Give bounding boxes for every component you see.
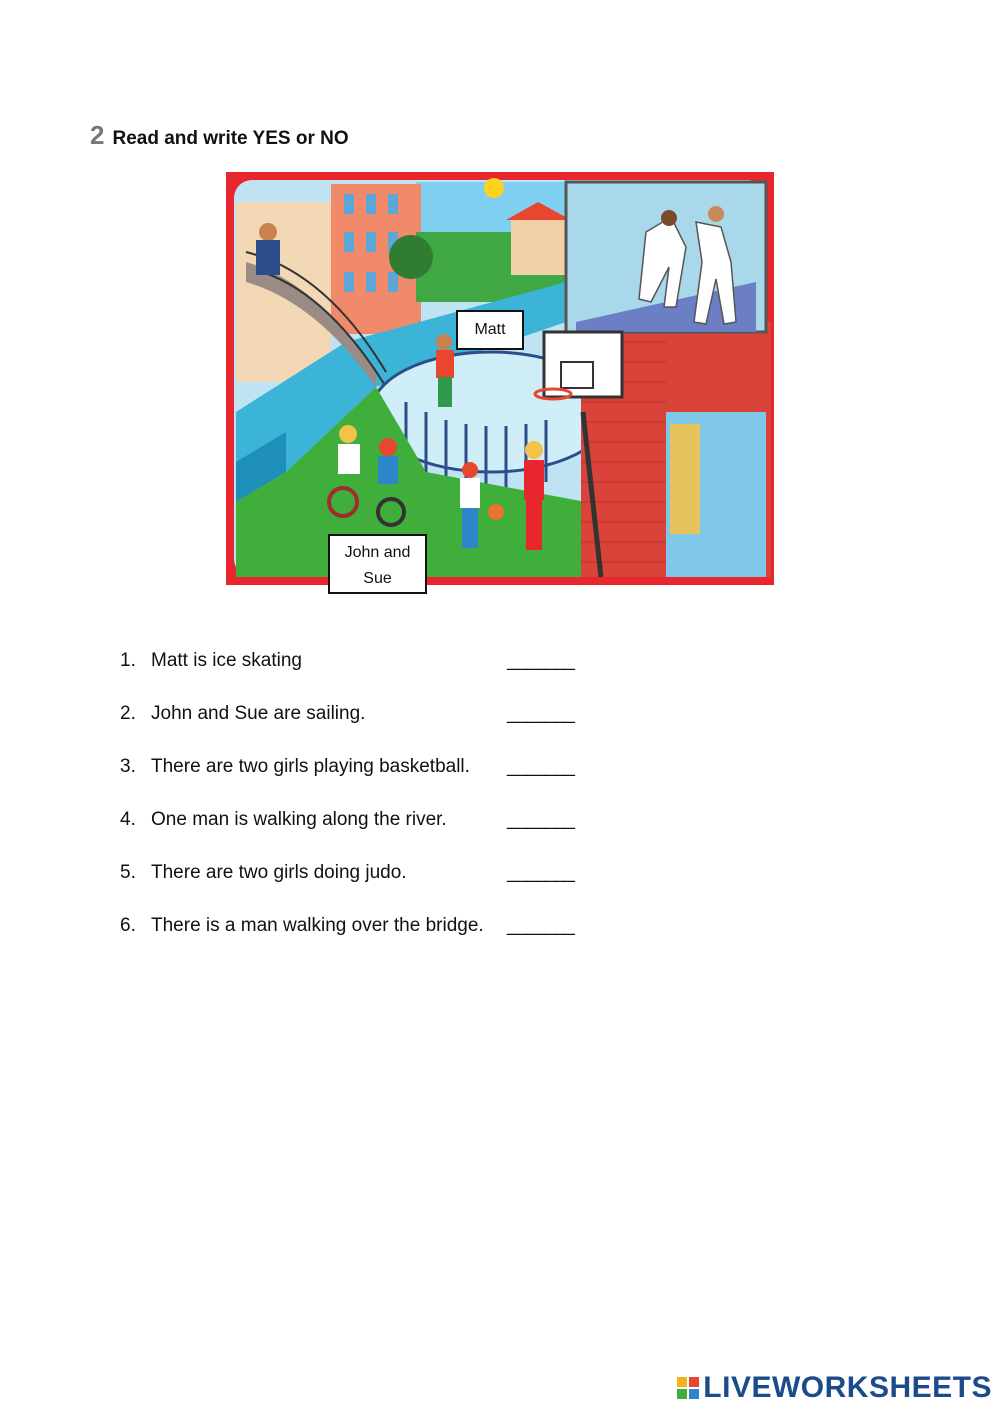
- question-list: [120, 650, 574, 968]
- exercise-number: 2: [90, 120, 105, 150]
- question-text: There are two girls doing judo.: [151, 862, 407, 883]
- question-item: [120, 809, 574, 862]
- answer-blank[interactable]: _______: [507, 862, 574, 883]
- answer-blank[interactable]: _______: [507, 703, 574, 724]
- answer-blank[interactable]: _______: [507, 915, 574, 936]
- question-text: Matt is ice skating: [151, 650, 302, 671]
- question-number: 4.: [120, 809, 136, 830]
- question-text: There is a man walking over the bridge.: [151, 915, 484, 936]
- question-number: 5.: [120, 862, 136, 883]
- answer-blank[interactable]: _______: [507, 650, 574, 671]
- question-item: [120, 862, 574, 915]
- exercise-instruction: Read and write YES or NO: [112, 128, 349, 149]
- answer-blank[interactable]: _______: [507, 756, 574, 777]
- question-number: 6.: [120, 915, 136, 936]
- exercise-heading: [90, 120, 349, 151]
- question-item: [120, 650, 574, 703]
- question-number: 2.: [120, 703, 136, 724]
- question-text: One man is walking along the river.: [151, 809, 447, 830]
- brand-name: LIVEWORKSHEETS: [703, 1371, 992, 1404]
- scene-illustration: [226, 172, 774, 585]
- question-number: 1.: [120, 650, 136, 671]
- label-john-and-sue: John and Sue: [328, 534, 427, 594]
- question-item: [120, 756, 574, 809]
- liveworksheets-logo: [677, 1371, 992, 1405]
- question-item: [120, 915, 574, 968]
- logo-grid-icon: [677, 1377, 699, 1399]
- label-matt: Matt: [456, 310, 524, 350]
- question-number: 3.: [120, 756, 136, 777]
- question-text: John and Sue are sailing.: [151, 703, 366, 724]
- question-text: There are two girls playing basketball.: [151, 756, 470, 777]
- answer-blank[interactable]: _______: [507, 809, 574, 830]
- question-item: [120, 703, 574, 756]
